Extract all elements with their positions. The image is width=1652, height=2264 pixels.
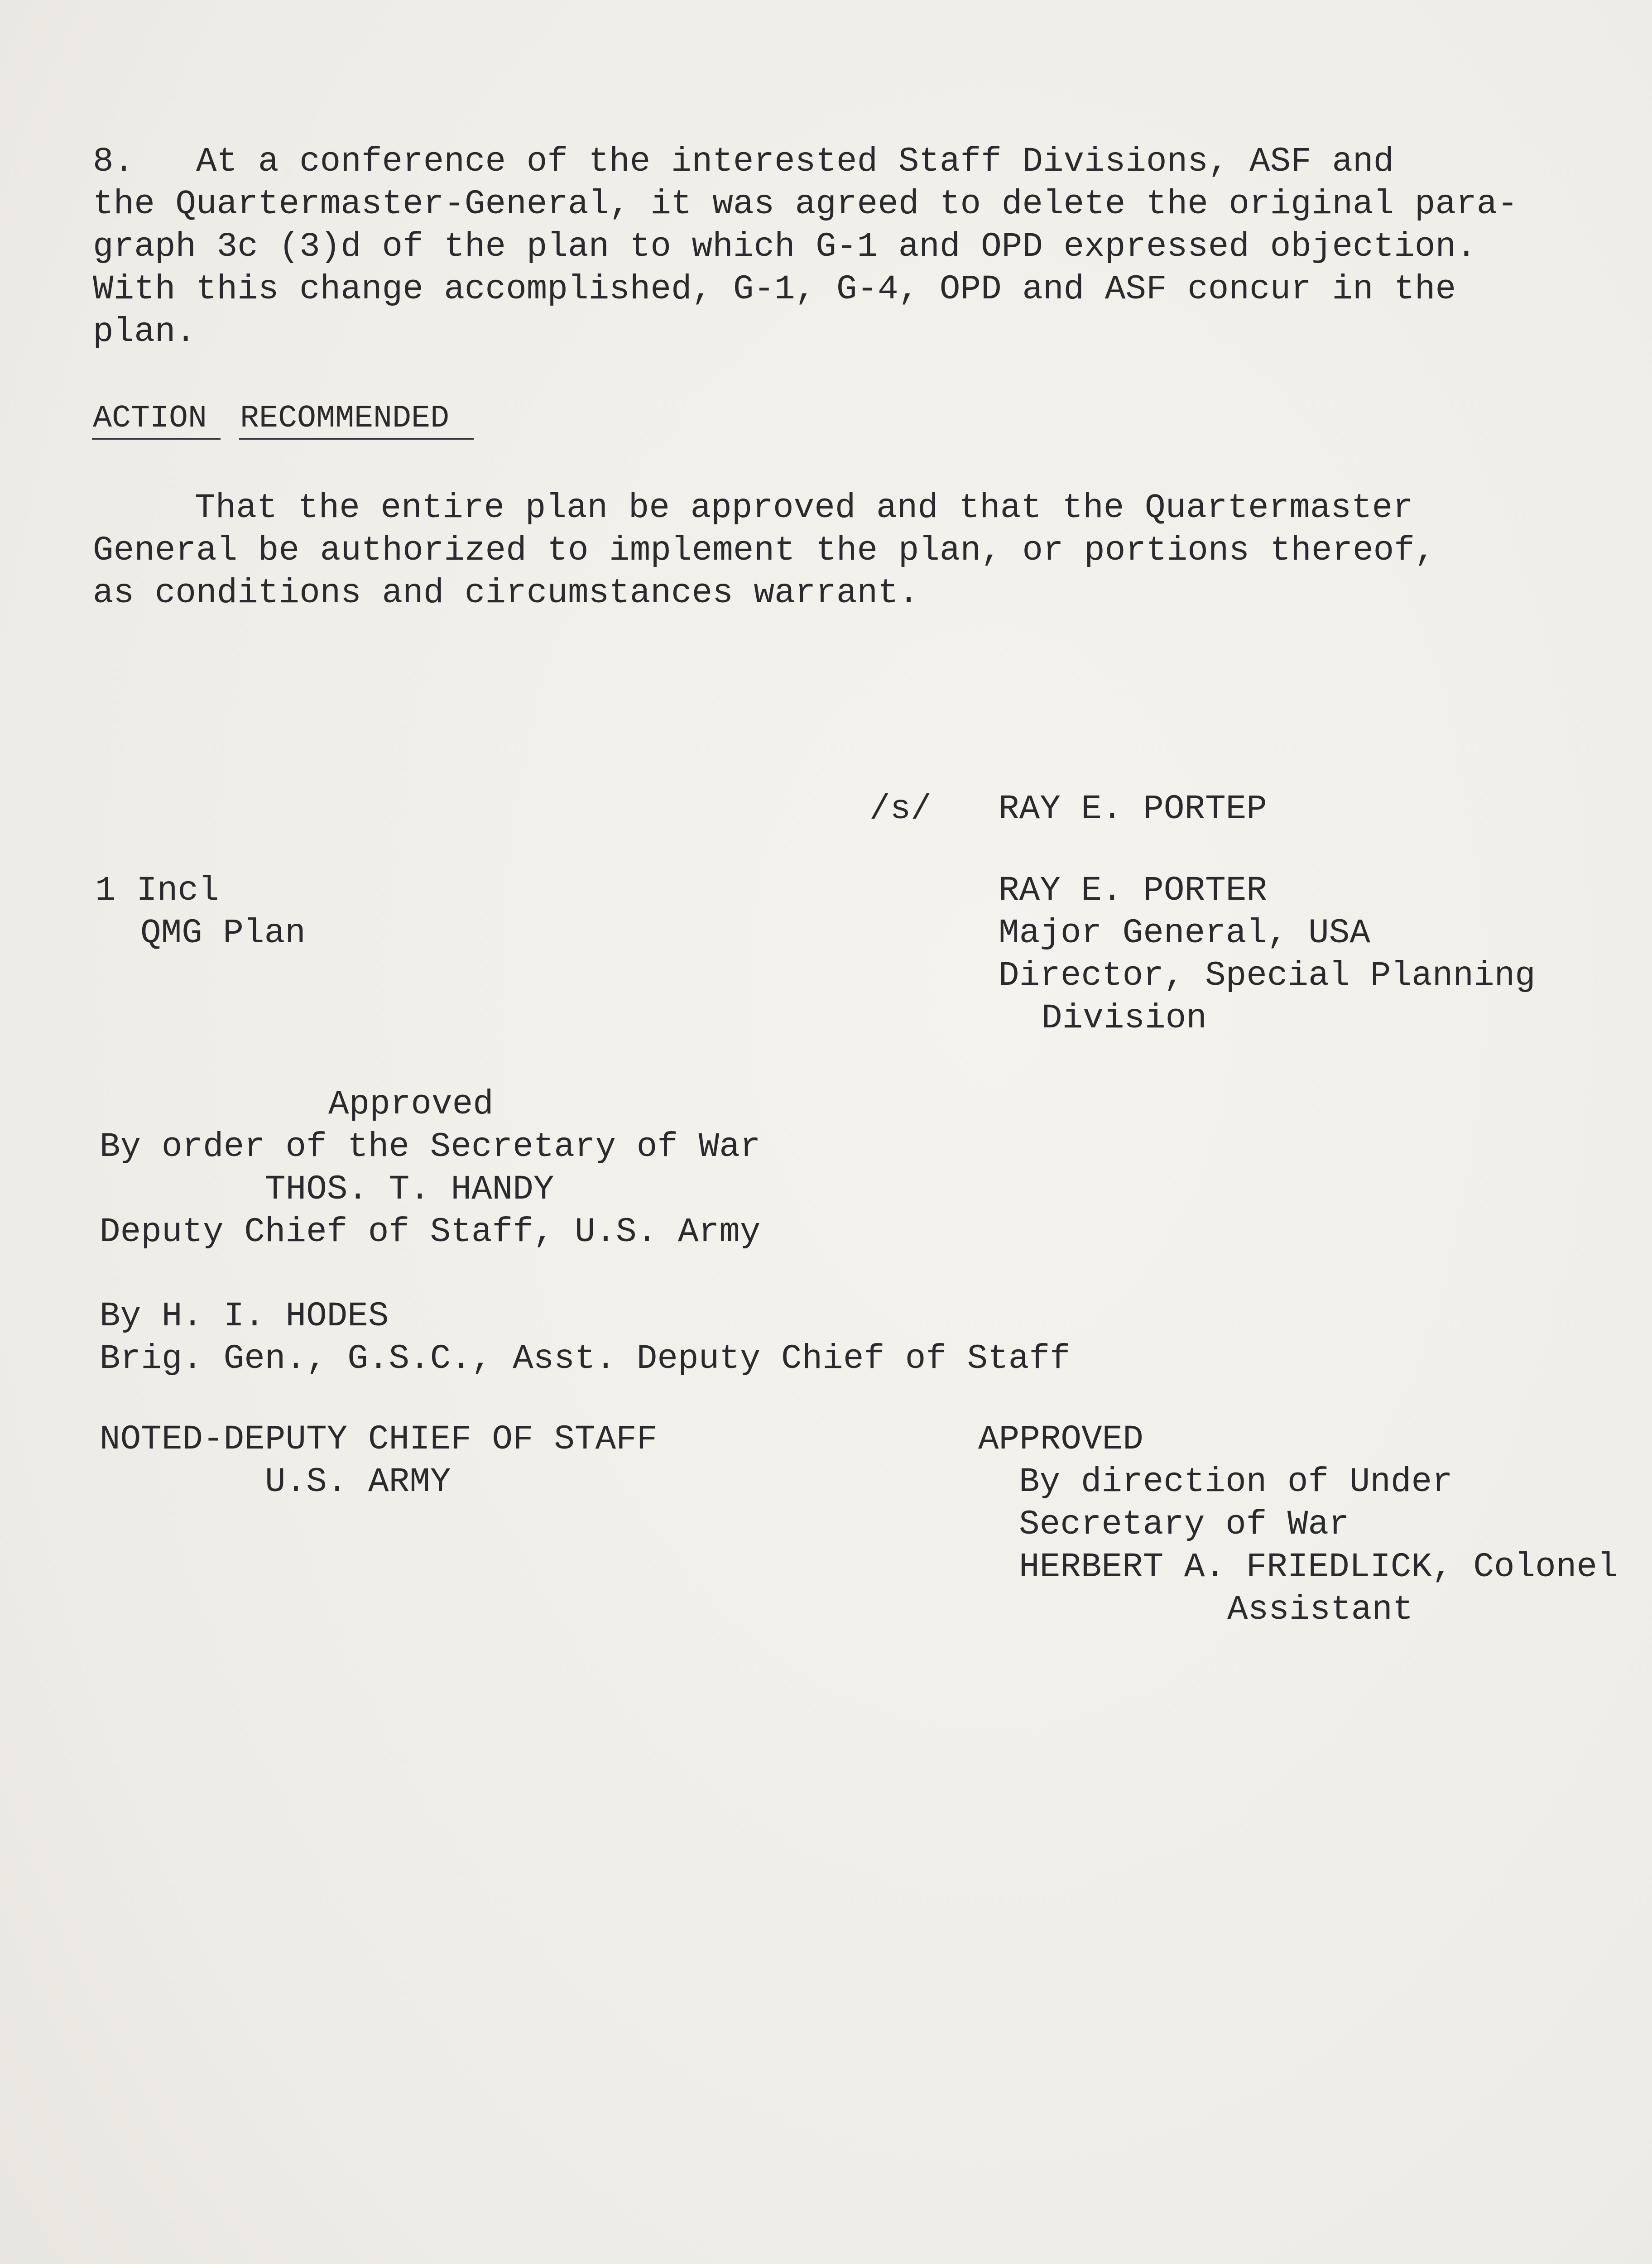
- noted-line-2: U.S. ARMY: [265, 1463, 451, 1501]
- approval-by-order: By order of the Secretary of War: [100, 1127, 761, 1166]
- paragraph-8-line-3: graph 3c (3)d of the plan to which G-1 and OPD expressed objection.: [93, 227, 1477, 266]
- signature-name: RAY E. PORTER: [999, 871, 1267, 910]
- by-line-title: Brig. Gen., G.S.C., Asst. Deputy Chief of Staff: [100, 1339, 1071, 1378]
- paragraph-8-line-4: With this change accomplished, G-1, G-4, OPD and ASF concur in the: [93, 270, 1456, 309]
- signature-signed-name: RAY E. PORTEP: [999, 790, 1267, 829]
- approved-block-line-3: HERBERT A. FRIEDLICK, Colonel: [1019, 1548, 1618, 1587]
- approved-block-line-4: Assistant: [1227, 1590, 1413, 1629]
- by-line-name: By H. I. HODES: [100, 1297, 389, 1336]
- enclosure-count: 1 Incl: [95, 871, 219, 910]
- approval-approved: Approved: [328, 1085, 494, 1124]
- signature-rank: Major General, USA: [999, 914, 1370, 953]
- enclosure-item: QMG Plan: [140, 914, 306, 953]
- action-heading-part-1: ACTION: [93, 401, 207, 436]
- paragraph-8-line-1: 8. At a conference of the interested Staff Divisions, ASF and: [93, 142, 1394, 181]
- signature-title-line-2: Division: [1042, 999, 1207, 1038]
- approved-block-line-1: By direction of Under: [1019, 1463, 1453, 1501]
- approval-title: Deputy Chief of Staff, U.S. Army: [100, 1213, 761, 1252]
- approved-block-heading: APPROVED: [978, 1420, 1143, 1459]
- action-line-2: General be authorized to implement the plan, or portions thereof,: [93, 531, 1436, 570]
- approved-block-line-2: Secretary of War: [1019, 1505, 1349, 1544]
- action-heading-underline-2: [239, 438, 474, 440]
- action-heading-underline-1: [92, 438, 221, 440]
- action-line-1: That the entire plan be approved and that the Quartermaster: [195, 489, 1413, 528]
- action-heading-part-2: RECOMMENDED: [240, 401, 450, 436]
- signature-title-line-1: Director, Special Planning: [999, 956, 1536, 995]
- action-line-3: as conditions and circumstances warrant.: [93, 574, 919, 613]
- paragraph-8-line-2: the Quartermaster-General, it was agreed to delete the original para-: [93, 185, 1518, 224]
- approval-name: THOS. T. HANDY: [265, 1170, 554, 1209]
- signature-slash-s: /s/: [869, 790, 932, 829]
- noted-line-1: NOTED-DEPUTY CHIEF OF STAFF: [100, 1420, 658, 1459]
- paragraph-8-line-5: plan.: [93, 312, 197, 351]
